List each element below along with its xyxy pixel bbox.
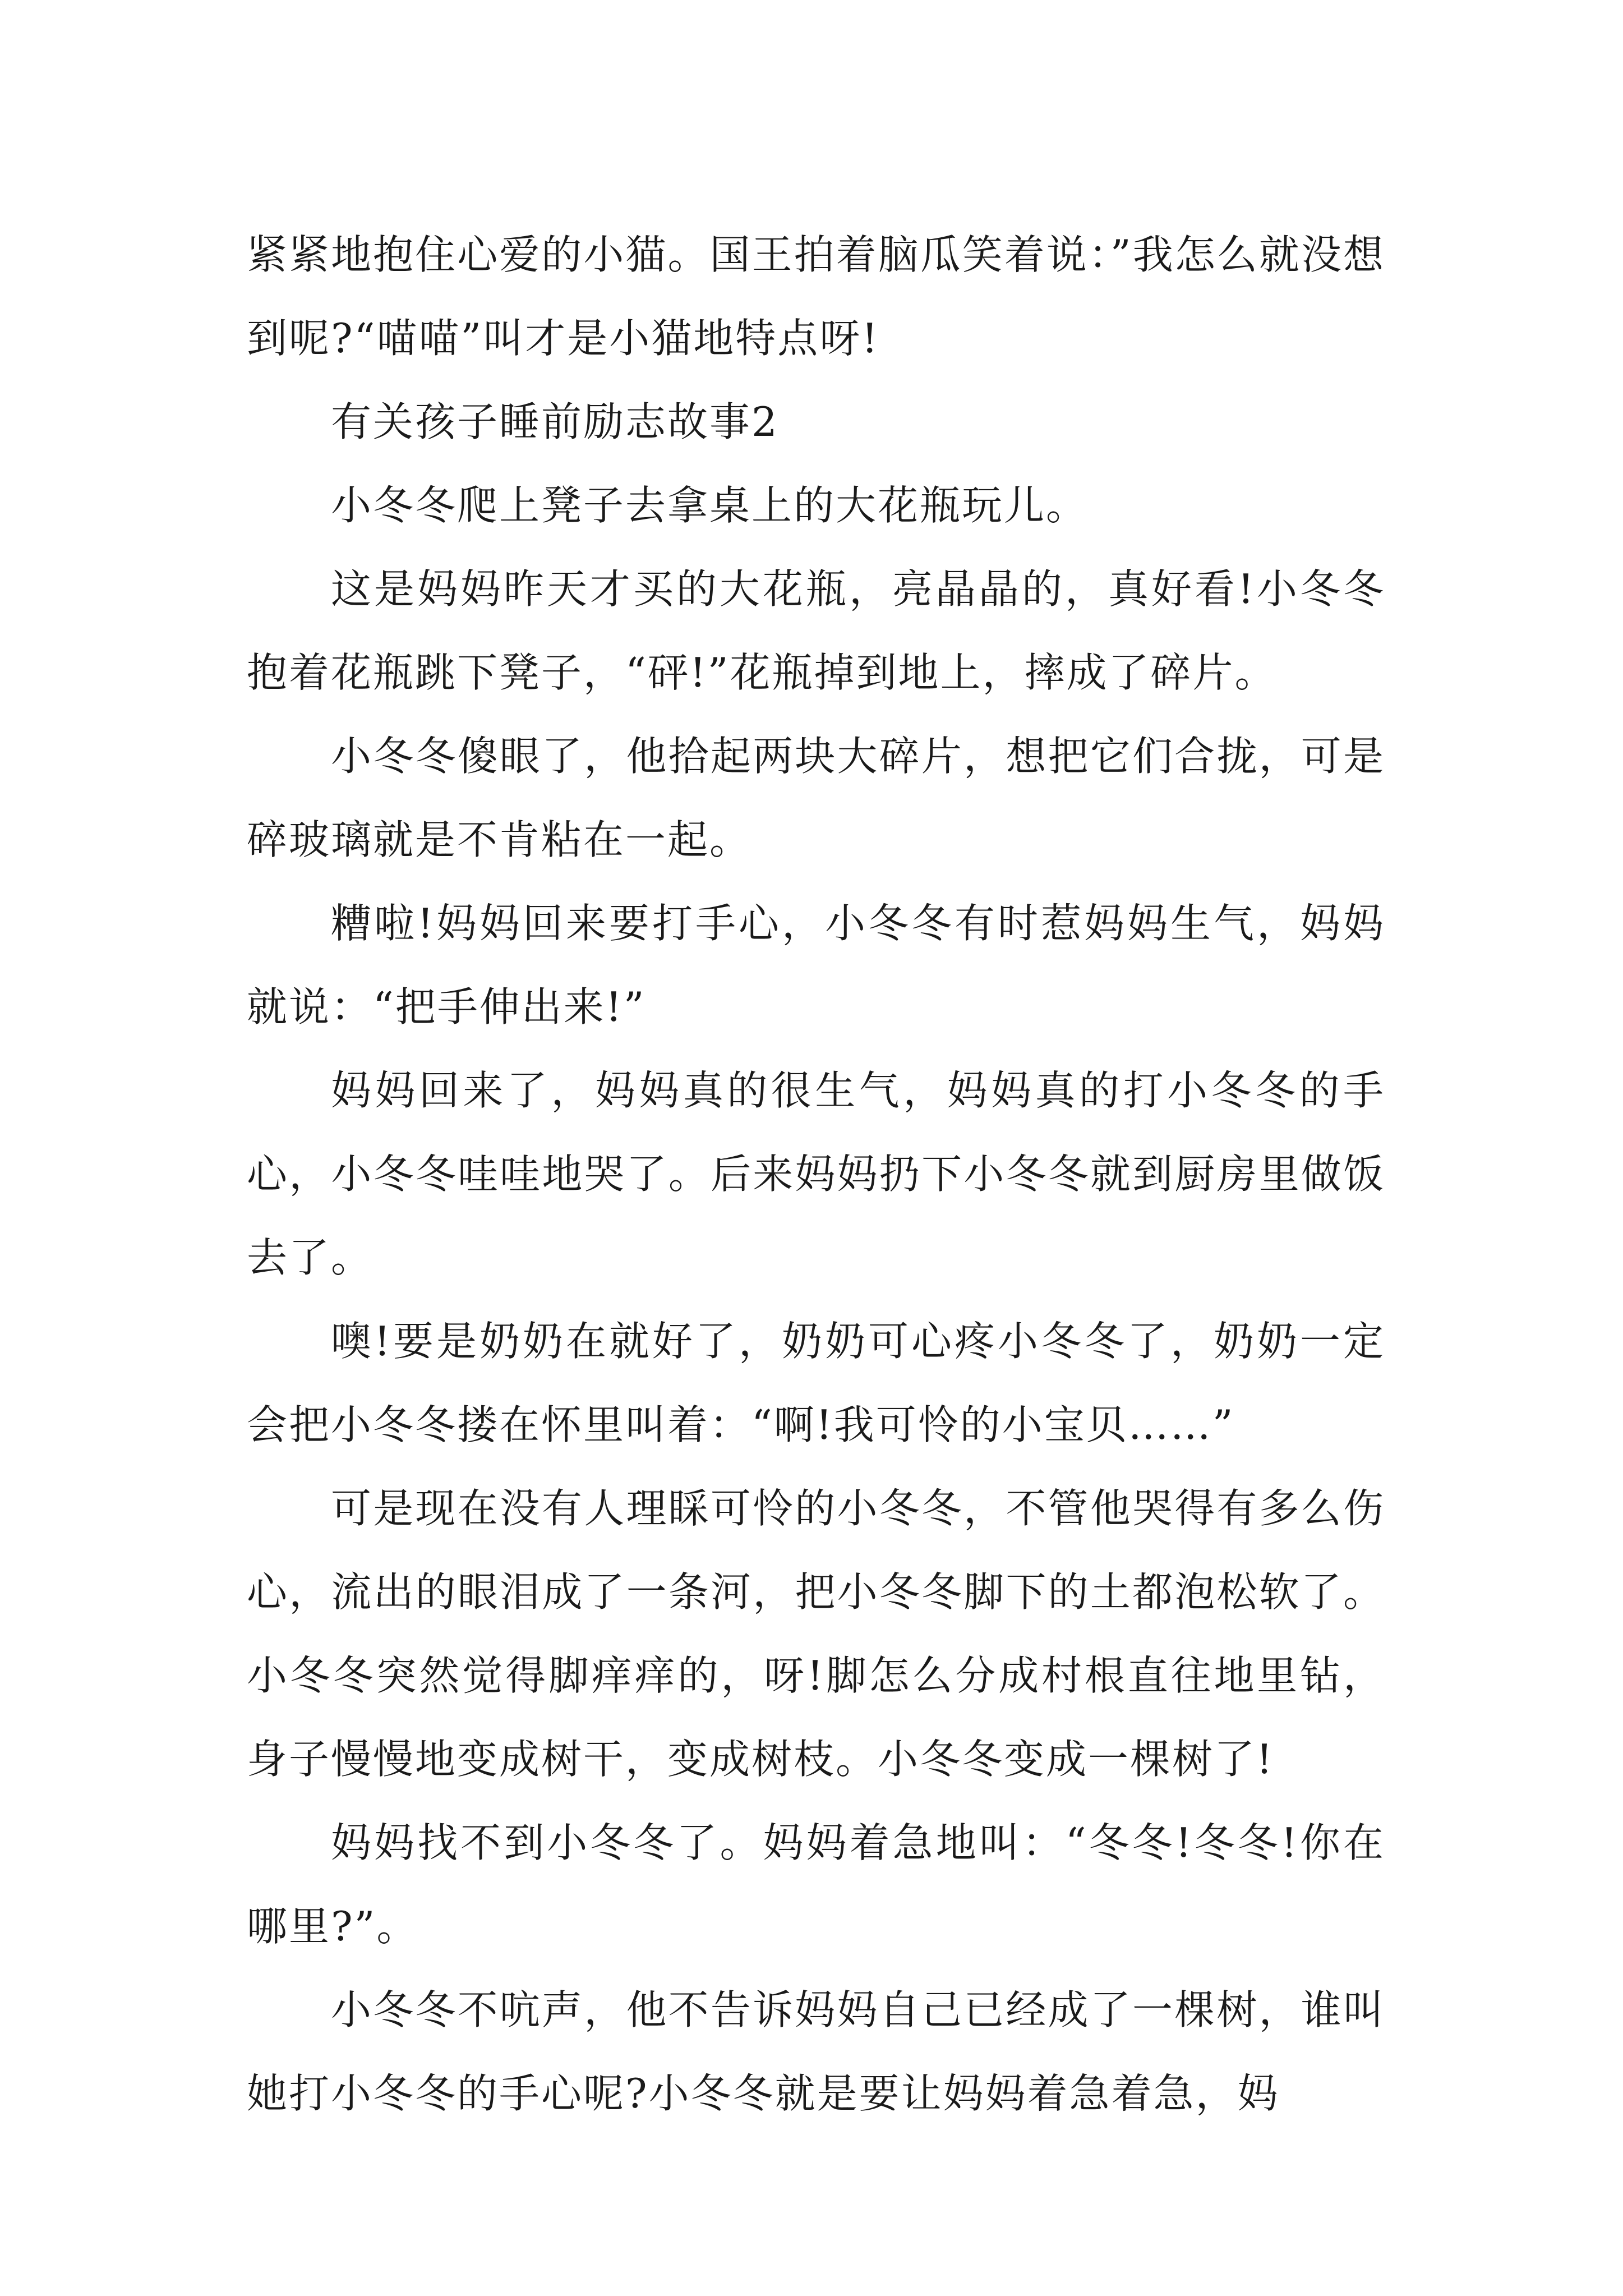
paragraph: 小冬冬傻眼了，他拾起两块大碎片，想把它们合拢，可是碎玻璃就是不肯粘在一起。 — [247, 733, 1385, 863]
paragraph: 糟啦!妈妈回来要打手心，小冬冬有时惹妈妈生气，妈妈就说：“把手伸出来!” — [247, 900, 1385, 1030]
paragraph: 这是妈妈昨天才买的大花瓶，亮晶晶的，真好看!小冬冬抱着花瓶跳下凳子，“砰!”花瓶掉到地上，摔成了碎片。 — [247, 565, 1385, 696]
paragraph: 噢!要是奶奶在就好了，奶奶可心疼小冬冬了，奶奶一定会把小冬冬搂在怀里叫着：“啊!我可怜的小宝贝……” — [247, 1318, 1385, 1448]
paragraph: 妈妈找不到小冬冬了。妈妈着急地叫：“冬冬!冬冬!你在哪里?”。 — [247, 1819, 1385, 1950]
paragraph-continued: 紧紧地抱住心爱的小猫。国王拍着脑瓜笑着说：”我怎么就没想到呢?“喵喵”叫才是小猫地特点呀! — [247, 231, 1385, 362]
paragraph: 妈妈回来了，妈妈真的很生气，妈妈真的打小冬冬的手心，小冬冬哇哇地哭了。后来妈妈扔下小冬冬就到厨房里做饭去了。 — [247, 1067, 1385, 1281]
story-title: 有关孩子睡前励志故事2 — [331, 398, 779, 445]
paragraph-cut-off: 小冬冬不吭声，他不告诉妈妈自己已经成了一棵树，谁叫她打小冬冬的手心呢?小冬冬就是要让妈妈着急着急，妈 — [247, 1986, 1385, 2117]
paragraph: 可是现在没有人理睬可怜的小冬冬，不管他哭得有多么伤心，流出的眼泪成了一条河，把小冬冬脚下的土都泡松软了。小冬冬突然觉得脚痒痒的，呀!脚怎么分成村根直往地里钻，身子慢慢地变成树干，变成树枝。小冬冬变成一棵树了! — [247, 1485, 1385, 1783]
paragraph: 小冬冬爬上凳子去拿桌上的大花瓶玩儿。 — [331, 482, 1089, 529]
story-body — [247, 213, 1385, 2136]
